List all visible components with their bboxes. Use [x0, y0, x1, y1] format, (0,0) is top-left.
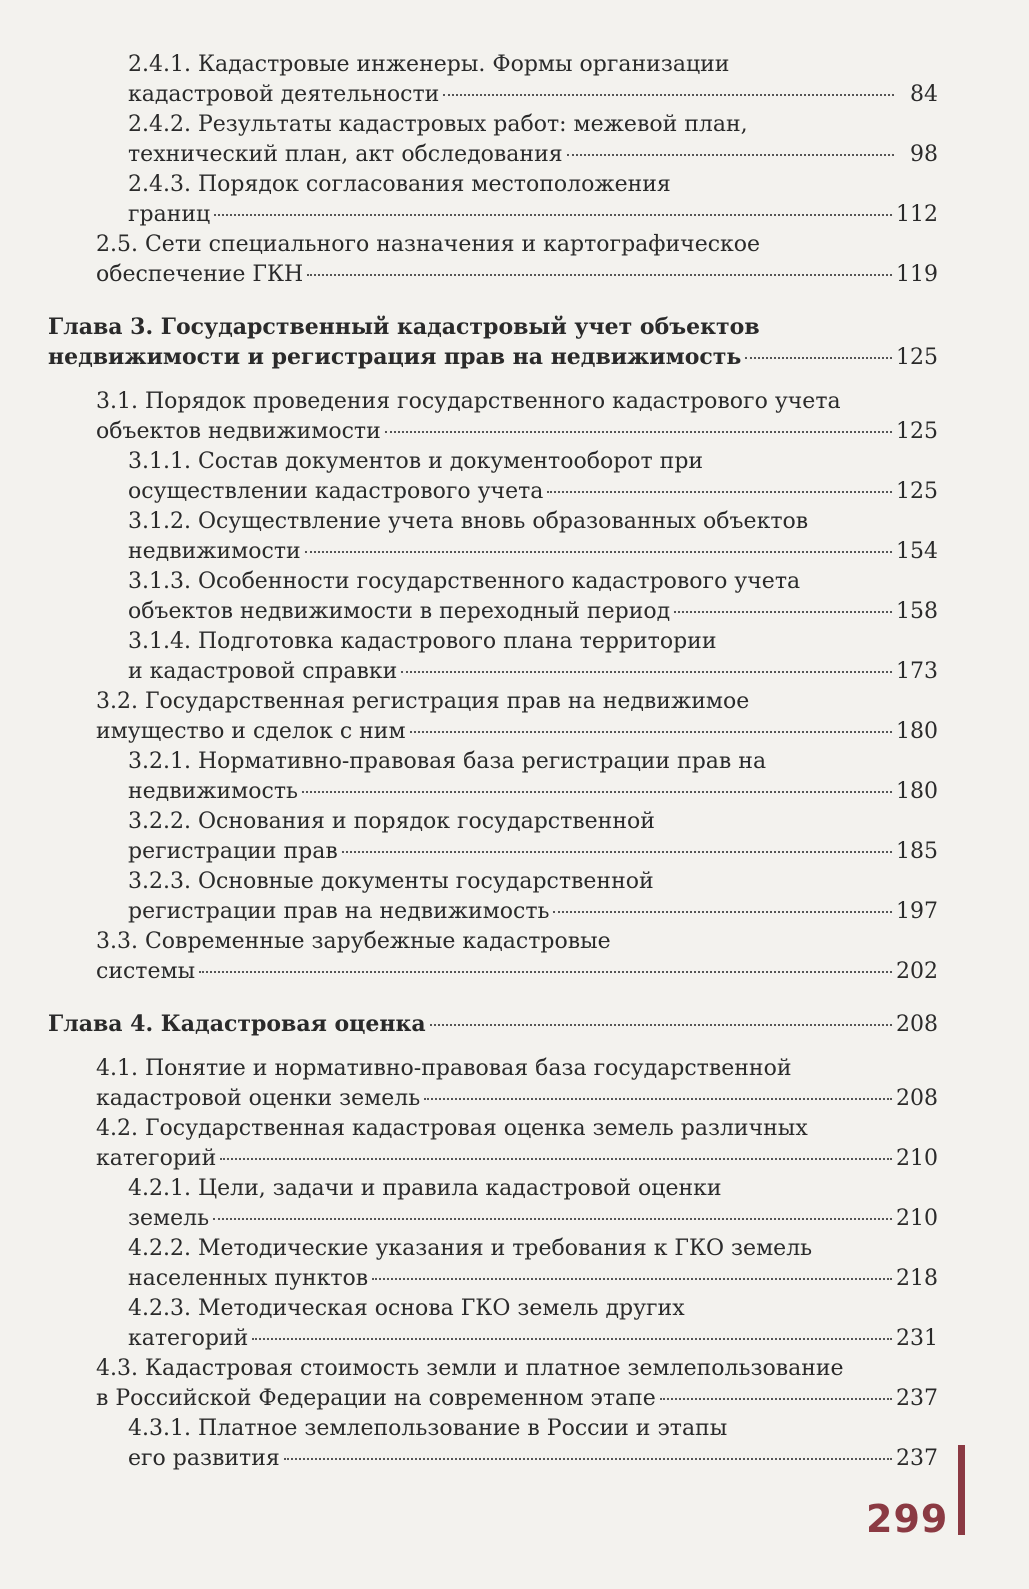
section-gap [48, 373, 938, 387]
toc-entry[interactable] [48, 50, 938, 110]
toc-entry[interactable] [48, 627, 938, 687]
toc-entry-title: 4.2.2. Методические указания и требования к ГКО земель [128, 1236, 813, 1261]
toc-entry-title: Глава 3. Государственный кадастровый учет объектов [48, 314, 760, 340]
toc-entry-title: 2.4.2. Результаты кадастровых работ: межевой план, [128, 112, 748, 137]
toc-page-number: 237 [896, 1446, 938, 1471]
toc-entry[interactable] [48, 747, 938, 807]
toc-chapter[interactable] [48, 1009, 938, 1040]
toc-entry-line [128, 200, 938, 230]
toc-entry-title: 4.1. Понятие и нормативно-правовая база государственной [96, 1056, 792, 1081]
toc-page-number: 112 [896, 202, 938, 227]
toc-entry-title-end: Глава 4. Кадастровая оценка [48, 1011, 426, 1037]
toc-entry-line [96, 1384, 938, 1414]
dot-leader [199, 971, 892, 973]
toc-entry-line [128, 777, 938, 807]
section-gap [48, 1040, 938, 1054]
toc-entry-title-end: в Российской Федерации на современном этапе [96, 1386, 656, 1411]
toc-chapter[interactable] [48, 312, 938, 373]
dot-leader [443, 94, 894, 96]
page-number: 299 [866, 1497, 949, 1541]
toc-entry-line [128, 1324, 938, 1354]
toc-entry-title-end: имущество и сделок с ним [96, 719, 406, 744]
toc-entry-title-end: границ [128, 202, 211, 227]
toc-entry-title-end: недвижимости [128, 539, 301, 564]
toc-entry-line [128, 1264, 938, 1294]
toc-entry[interactable] [48, 387, 938, 447]
toc-entry-title: 3.1.1. Состав документов и документооборот при [128, 449, 704, 474]
toc-entry-line [128, 477, 938, 507]
toc-page-number: 84 [910, 82, 938, 107]
toc-page-number: 98 [910, 142, 938, 167]
toc-entry-title: 4.2.1. Цели, задачи и правила кадастровой оценки [128, 1176, 722, 1201]
toc-page-number: 202 [896, 959, 938, 984]
toc-entry-title-end: системы [96, 959, 196, 984]
toc-entry[interactable] [48, 507, 938, 567]
toc-page-number: 180 [896, 779, 938, 804]
toc-page-number: 218 [896, 1266, 938, 1291]
toc-entry-title: 3.2.2. Основания и порядок государственной [128, 809, 655, 834]
toc-page-number: 208 [896, 1012, 938, 1037]
toc-entry-title-end: регистрации прав [128, 839, 338, 864]
toc-page-number: 208 [896, 1086, 938, 1111]
toc-entry-line [128, 1444, 938, 1474]
toc-entry-title: 3.1.4. Подготовка кадастрового плана территории [128, 629, 717, 654]
dot-leader [401, 671, 892, 673]
toc-entry-line [128, 1204, 938, 1234]
toc-entry-title-end: категорий [128, 1326, 249, 1351]
toc-page-number: 185 [896, 839, 938, 864]
dot-leader [214, 214, 892, 216]
toc-entry-line [96, 417, 938, 447]
dot-leader [553, 911, 892, 913]
toc-entry-title: 3.1.2. Осуществление учета вновь образованных объектов [128, 509, 809, 534]
toc-entry-title: 3.3. Современные зарубежные кадастровые [96, 929, 611, 954]
toc-entry-title-end: кадастровой оценки земель [96, 1086, 421, 1111]
dot-leader [430, 1024, 892, 1026]
toc-entry[interactable] [48, 927, 938, 987]
toc-entry-title-end: земель [128, 1206, 210, 1231]
toc-entry-line [96, 1144, 938, 1174]
dot-leader [745, 357, 892, 359]
dot-leader [410, 731, 892, 733]
toc-entry-title-end: и кадастровой справки [128, 659, 398, 684]
toc-entry-title: 4.3. Кадастровая стоимость земли и платное землепользование [96, 1356, 844, 1381]
toc-entry-title: 2.4.3. Порядок согласования местоположения [128, 172, 671, 197]
dot-leader [424, 1098, 892, 1100]
toc-entry-line [48, 342, 938, 373]
table-of-contents [48, 50, 938, 1474]
dot-leader [372, 1278, 892, 1280]
toc-entry-line [96, 260, 938, 290]
toc-entry-title-end: кадастровой деятельности [128, 82, 440, 107]
toc-entry[interactable] [48, 110, 938, 170]
toc-entry[interactable] [48, 1054, 938, 1114]
toc-entry[interactable] [48, 807, 938, 867]
toc-page-number: 237 [896, 1386, 938, 1411]
dot-leader [674, 611, 892, 613]
toc-entry-title: 2.5. Сети специального назначения и картографическое [96, 232, 761, 257]
toc-entry[interactable] [48, 447, 938, 507]
dot-leader [213, 1218, 892, 1220]
toc-entry[interactable] [48, 1294, 938, 1354]
dot-leader [385, 431, 892, 433]
dot-leader [302, 791, 892, 793]
toc-entry-title-end: осуществлении кадастрового учета [128, 479, 544, 504]
toc-entry-title: 3.2.3. Основные документы государственной [128, 869, 654, 894]
toc-entry-title-end: недвижимости и регистрация прав на недвижимость [48, 344, 742, 370]
toc-entry-line [128, 80, 938, 110]
dot-leader [547, 491, 892, 493]
toc-page-number: 173 [896, 659, 938, 684]
toc-page-number: 154 [896, 539, 938, 564]
section-gap [48, 987, 938, 1009]
dot-leader [660, 1398, 892, 1400]
dot-leader [284, 1458, 892, 1460]
toc-entry[interactable] [48, 1234, 938, 1294]
toc-entry-title: 4.2. Государственная кадастровая оценка земель различных [96, 1116, 808, 1141]
toc-page-number: 125 [896, 419, 938, 444]
toc-page-number: 210 [896, 1206, 938, 1231]
toc-entry-line [96, 717, 938, 747]
toc-entry-title-end: регистрации прав на недвижимость [128, 899, 550, 924]
toc-page-number: 125 [896, 479, 938, 504]
toc-entry-title: 3.2.1. Нормативно-правовая база регистрации прав на [128, 749, 767, 774]
dot-leader [567, 154, 894, 156]
dot-leader [252, 1338, 892, 1340]
toc-entry[interactable] [48, 687, 938, 747]
toc-entry[interactable] [48, 867, 938, 927]
toc-entry-title-end: объектов недвижимости в переходный период [128, 599, 671, 624]
dot-leader [220, 1158, 892, 1160]
toc-entry-title: 4.2.3. Методическая основа ГКО земель других [128, 1296, 685, 1321]
toc-entry[interactable] [48, 230, 938, 290]
dot-leader [307, 274, 892, 276]
toc-page-number: 119 [896, 262, 938, 287]
toc-entry-line [48, 1009, 938, 1040]
toc-page-number: 158 [896, 599, 938, 624]
dot-leader [305, 551, 892, 553]
dot-leader [342, 851, 892, 853]
toc-entry-line [128, 140, 938, 170]
toc-entry-title: 2.4.1. Кадастровые инженеры. Формы организации [128, 52, 730, 77]
toc-entry[interactable] [48, 1354, 938, 1414]
toc-entry-line [96, 957, 938, 987]
toc-entry-line [128, 537, 938, 567]
toc-entry[interactable] [48, 567, 938, 627]
page-number-bar [958, 1445, 965, 1535]
toc-entry-title-end: недвижимость [128, 779, 299, 804]
toc-entry-line [128, 657, 938, 687]
toc-page-number: 210 [896, 1146, 938, 1171]
toc-entry-title: 3.2. Государственная регистрация прав на недвижимое [96, 689, 750, 714]
toc-entry-title: 3.1. Порядок проведения государственного кадастрового учета [96, 389, 841, 414]
toc-entry-title: 3.1.3. Особенности государственного кадастрового учета [128, 569, 801, 594]
toc-entry-title-end: объектов недвижимости [96, 419, 381, 444]
toc-page-number: 125 [896, 345, 938, 370]
toc-entry-line [128, 897, 938, 927]
toc-entry-title-end: технический план, акт обследования [128, 142, 563, 167]
toc-entry-title-end: населенных пунктов [128, 1266, 369, 1291]
toc-entry-title-end: категорий [96, 1146, 217, 1171]
toc-page-number: 197 [896, 899, 938, 924]
toc-entry[interactable] [48, 1174, 938, 1234]
toc-page-number: 180 [896, 719, 938, 744]
toc-entry-line [128, 597, 938, 627]
toc-entry[interactable] [48, 170, 938, 230]
toc-page-number: 231 [896, 1326, 938, 1351]
toc-entry-title-end: его развития [128, 1446, 280, 1471]
toc-entry-title: 4.3.1. Платное землепользование в России и этапы [128, 1416, 728, 1441]
toc-entry[interactable] [48, 1114, 938, 1174]
toc-entry-title-end: обеспечение ГКН [96, 262, 304, 287]
toc-entry-line [128, 837, 938, 867]
toc-entry[interactable] [48, 1414, 938, 1474]
section-gap [48, 290, 938, 312]
toc-entry-line [96, 1084, 938, 1114]
